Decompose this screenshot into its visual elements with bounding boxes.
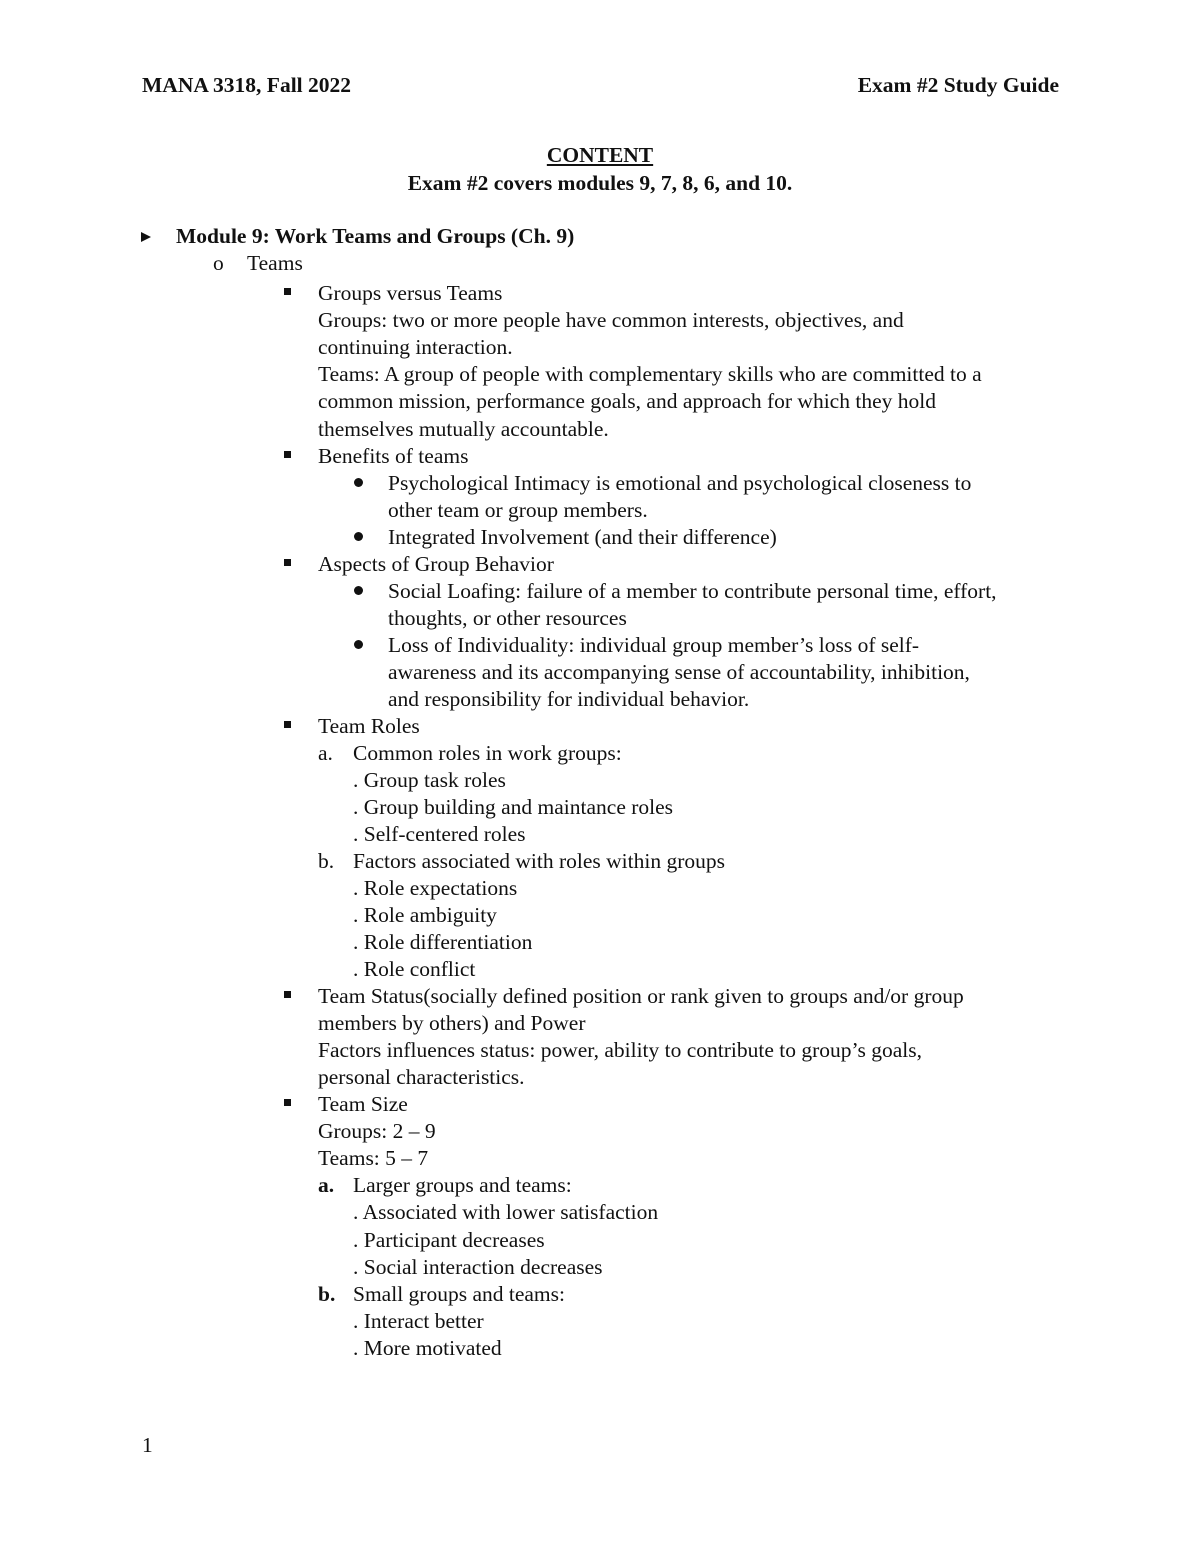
roles-a-marker: a.	[318, 741, 333, 765]
roles-b-item: . Role expectations	[353, 876, 518, 900]
benefit-item-cont: other team or group members.	[388, 498, 648, 522]
aspect-item: Social Loafing: failure of a member to contribute personal time, effort,	[388, 579, 997, 603]
page-number: 1	[142, 1433, 153, 1457]
groups-vs-teams-line: themselves mutually accountable.	[318, 417, 609, 441]
roles-b-item: . Role ambiguity	[353, 903, 497, 927]
aspect-item-cont: thoughts, or other resources	[388, 606, 627, 630]
size-b-label: Small groups and teams:	[353, 1282, 565, 1306]
aspects-title: Aspects of Group Behavior	[318, 552, 554, 576]
size-a-item: . Social interaction decreases	[353, 1255, 603, 1279]
round-bullet-icon	[354, 586, 363, 595]
roles-b-marker: b.	[318, 849, 335, 873]
groups-vs-teams-line: Teams: A group of people with complementary skills who are committed to a	[318, 362, 982, 386]
roles-a-label: Common roles in work groups:	[353, 741, 622, 765]
size-b-item: . Interact better	[353, 1309, 484, 1333]
status-line: members by others) and Power	[318, 1011, 586, 1035]
benefit-item: Psychological Intimacy is emotional and psychological closeness to	[388, 471, 972, 495]
size-a-marker: a.	[318, 1173, 335, 1197]
status-line: Factors influences status: power, ability to contribute to group’s goals,	[318, 1038, 923, 1062]
size-teams: Teams: 5 – 7	[318, 1146, 429, 1170]
groups-vs-teams-title: Groups versus Teams	[318, 281, 503, 305]
status-line: personal characteristics.	[318, 1065, 525, 1089]
square-bullet-icon	[284, 721, 291, 728]
roles-a-item: . Group building and maintance roles	[353, 795, 674, 819]
benefits-title: Benefits of teams	[318, 444, 469, 468]
roles-a-item: . Group task roles	[353, 768, 506, 792]
round-bullet-icon	[354, 640, 363, 649]
size-b-marker: b.	[318, 1282, 336, 1306]
header-doc-title: Exam #2 Study Guide	[857, 73, 1059, 97]
size-a-label: Larger groups and teams:	[353, 1173, 572, 1197]
square-bullet-icon	[284, 1099, 291, 1106]
groups-vs-teams-line: common mission, performance goals, and approach for which they hold	[318, 389, 936, 413]
square-bullet-icon	[284, 991, 291, 998]
size-title: Team Size	[318, 1092, 408, 1116]
round-bullet-icon	[354, 532, 363, 541]
roles-b-item: . Role differentiation	[353, 930, 533, 954]
benefit-item: Integrated Involvement (and their difference)	[388, 525, 777, 549]
square-bullet-icon	[284, 559, 291, 566]
content-title: CONTENT	[546, 143, 654, 167]
roles-title: Team Roles	[318, 714, 420, 738]
status-line: Team Status(socially defined position or rank given to groups and/or group	[318, 984, 964, 1008]
roles-a-item: . Self-centered roles	[353, 822, 526, 846]
aspect-item: Loss of Individuality: individual group member’s loss of self-	[388, 633, 920, 657]
teams-marker: o	[213, 251, 224, 275]
arrow-bullet-icon	[141, 232, 151, 242]
teams-label: Teams	[247, 251, 303, 275]
aspect-item-cont: and responsibility for individual behavior.	[388, 687, 750, 711]
square-bullet-icon	[284, 451, 291, 458]
groups-vs-teams-line: Groups: two or more people have common interests, objectives, and	[318, 308, 904, 332]
header-course: MANA 3318, Fall 2022	[142, 73, 352, 97]
size-a-item: . Associated with lower satisfaction	[353, 1200, 659, 1224]
size-b-item: . More motivated	[353, 1336, 502, 1360]
roles-b-label: Factors associated with roles within groups	[353, 849, 726, 873]
roles-b-item: . Role conflict	[353, 957, 476, 981]
aspect-item-cont: awareness and its accompanying sense of accountability, inhibition,	[388, 660, 970, 684]
square-bullet-icon	[284, 288, 291, 295]
content-subtitle: Exam #2 covers modules 9, 7, 8, 6, and 10.	[407, 171, 793, 195]
groups-vs-teams-line: continuing interaction.	[318, 335, 513, 359]
size-groups: Groups: 2 – 9	[318, 1119, 436, 1143]
module-title: Module 9: Work Teams and Groups (Ch. 9)	[176, 224, 575, 248]
size-a-item: . Participant decreases	[353, 1228, 545, 1252]
round-bullet-icon	[354, 478, 363, 487]
